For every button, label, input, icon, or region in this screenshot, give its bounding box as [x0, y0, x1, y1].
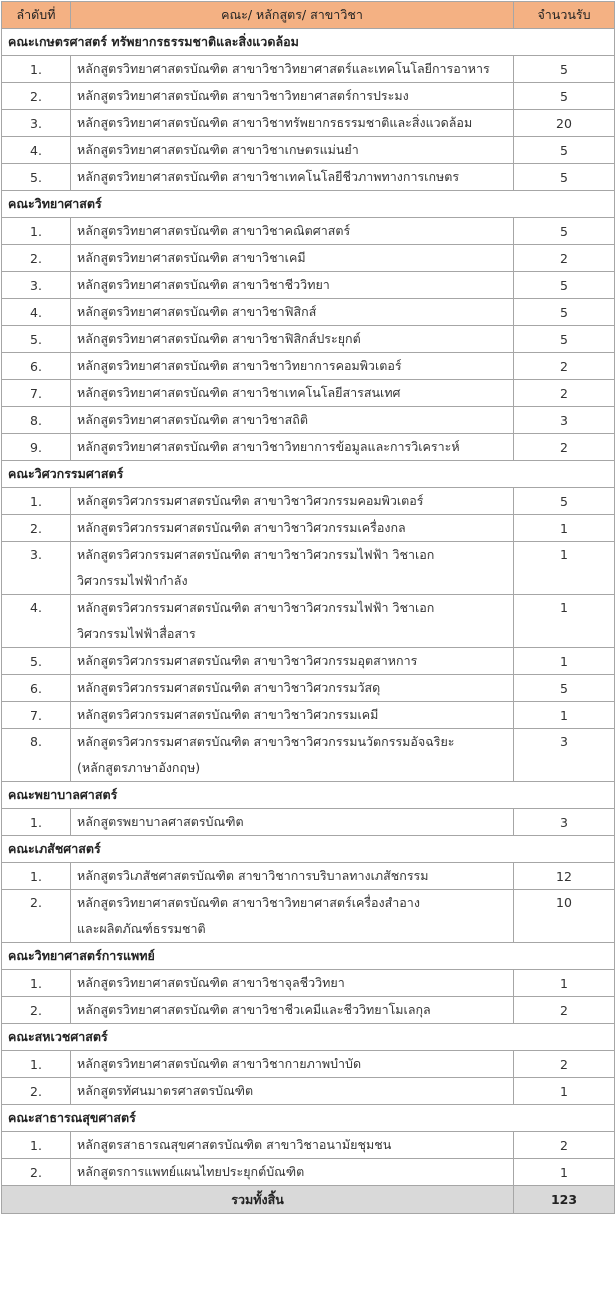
- program-row: [2, 299, 615, 326]
- program-name-line1: หลักสูตรวิทยาศาสตรบัณฑิต สาขาวิชาฟิสิกส์ประยุกต์: [77, 331, 361, 346]
- faculty-name: คณะเภสัชศาสตร์: [2, 836, 615, 863]
- program-no: 1.: [2, 863, 71, 890]
- program-name-line1: หลักสูตรวิทยาศาสตรบัณฑิต สาขาวิชาวิทยาการคอมพิวเตอร์: [77, 358, 402, 373]
- program-name-line1: หลักสูตรวิทยาศาสตรบัณฑิต สาขาวิชาคณิตศาสตร์: [77, 223, 351, 238]
- program-count: 1: [514, 542, 615, 595]
- program-name: [71, 702, 514, 729]
- program-name: [71, 970, 514, 997]
- program-no: 1.: [2, 218, 71, 245]
- program-row: [2, 1159, 615, 1186]
- program-name: [71, 245, 514, 272]
- faculty-row: [2, 782, 615, 809]
- total-label: รวมทั้งสิ้น: [2, 1186, 514, 1214]
- program-name-line1: หลักสูตรวิศวกรรมศาสตรบัณฑิต สาขาวิชาวิศวกรรมไฟฟ้า วิชาเอก: [77, 547, 435, 562]
- program-count: 2: [514, 353, 615, 380]
- program-row: [2, 164, 615, 191]
- program-count: 2: [514, 997, 615, 1024]
- program-name: [71, 890, 514, 943]
- program-row: [2, 863, 615, 890]
- program-name: [71, 675, 514, 702]
- program-name-line1: หลักสูตรวิทยาศาสตรบัณฑิต สาขาวิชาทรัพยากรธรรมชาติและสิ่งแวดล้อม: [77, 115, 473, 130]
- program-no: 1.: [2, 56, 71, 83]
- program-count: 5: [514, 299, 615, 326]
- program-name: [71, 997, 514, 1024]
- program-no: 5.: [2, 164, 71, 191]
- program-count: 3: [514, 809, 615, 836]
- program-count: 3: [514, 729, 615, 782]
- program-name-line1: หลักสูตรวิทยาศาสตรบัณฑิต สาขาวิชาวิทยาศาสตร์และเทคโนโลยีการอาหาร: [77, 61, 490, 76]
- program-row: [2, 110, 615, 137]
- program-name: [71, 83, 514, 110]
- program-count: 2: [514, 434, 615, 461]
- program-name: [71, 164, 514, 191]
- program-name-line1: หลักสูตรวิทยาศาสตรบัณฑิต สาขาวิชาวิทยาศาสตร์เครื่องสำอาง: [77, 895, 420, 910]
- program-count: 5: [514, 675, 615, 702]
- program-name-line1: หลักสูตรสาธารณสุขศาสตรบัณฑิต สาขาวิชาอนามัยชุมชน: [77, 1137, 392, 1152]
- program-no: 3.: [2, 542, 71, 595]
- program-row: [2, 137, 615, 164]
- program-no: 6.: [2, 675, 71, 702]
- program-row: [2, 272, 615, 299]
- program-no: 7.: [2, 702, 71, 729]
- faculty-row: [2, 191, 615, 218]
- faculty-row: [2, 461, 615, 488]
- program-no: 8.: [2, 407, 71, 434]
- program-no: 7.: [2, 380, 71, 407]
- program-name: [71, 110, 514, 137]
- program-count: 12: [514, 863, 615, 890]
- program-name: [71, 353, 514, 380]
- program-name: [71, 407, 514, 434]
- program-no: 2.: [2, 1159, 71, 1186]
- faculty-row: [2, 1105, 615, 1132]
- program-name: [71, 729, 514, 782]
- faculty-name: คณะวิทยาศาสตร์: [2, 191, 615, 218]
- program-no: 1.: [2, 488, 71, 515]
- program-name-line2: วิศวกรรมไฟฟ้ากำลัง: [77, 573, 188, 588]
- program-count: 1: [514, 595, 615, 648]
- program-name-line1: หลักสูตรวิศวกรรมศาสตรบัณฑิต สาขาวิชาวิศวกรรมไฟฟ้า วิชาเอก: [77, 600, 435, 615]
- program-count: 1: [514, 515, 615, 542]
- program-no: 2.: [2, 997, 71, 1024]
- program-no: 5.: [2, 648, 71, 675]
- program-name: [71, 380, 514, 407]
- program-name: [71, 272, 514, 299]
- program-name-line2: และผลิตภัณฑ์ธรรมชาติ: [77, 921, 206, 936]
- program-name-line1: หลักสูตรวิทยาศาสตรบัณฑิต สาขาวิชาสถิติ: [77, 412, 308, 427]
- program-name: [71, 809, 514, 836]
- program-count: 1: [514, 648, 615, 675]
- program-no: 8.: [2, 729, 71, 782]
- program-name: [71, 1132, 514, 1159]
- program-row: [2, 407, 615, 434]
- program-name: [71, 218, 514, 245]
- program-row: [2, 702, 615, 729]
- program-row: [2, 970, 615, 997]
- program-count: 5: [514, 83, 615, 110]
- program-name-line1: หลักสูตรวิทยาศาสตรบัณฑิต สาขาวิชาเทคโนโลยีสารสนเทศ: [77, 385, 401, 400]
- program-no: 9.: [2, 434, 71, 461]
- header-name: คณะ/ หลักสูตร/ สาขาวิชา: [71, 2, 514, 29]
- program-row: [2, 515, 615, 542]
- program-name: [71, 56, 514, 83]
- program-no: 2.: [2, 515, 71, 542]
- program-row: [2, 488, 615, 515]
- program-no: 4.: [2, 595, 71, 648]
- program-no: 1.: [2, 970, 71, 997]
- faculty-name: คณะวิทยาศาสตร์การแพทย์: [2, 943, 615, 970]
- program-name-line1: หลักสูตรทัศนมาตรศาสตรบัณฑิต: [77, 1083, 254, 1098]
- program-count: 5: [514, 137, 615, 164]
- program-no: 3.: [2, 110, 71, 137]
- program-count: 1: [514, 1078, 615, 1105]
- program-name-line1: หลักสูตรการแพทย์แผนไทยประยุกต์บัณฑิต: [77, 1164, 305, 1179]
- faculty-name: คณะเกษตรศาสตร์ ทรัพยากรธรรมชาติและสิ่งแวดล้อม: [2, 29, 615, 56]
- program-row: [2, 1132, 615, 1159]
- program-name: [71, 1078, 514, 1105]
- program-no: 2.: [2, 1078, 71, 1105]
- program-name: [71, 863, 514, 890]
- program-name-line1: หลักสูตรวิทยาศาสตรบัณฑิต สาขาวิชาเกษตรแม่นยำ: [77, 142, 359, 157]
- program-count: 3: [514, 407, 615, 434]
- program-no: 2.: [2, 890, 71, 943]
- faculty-row: [2, 29, 615, 56]
- program-name-line1: หลักสูตรวิทยาศาสตรบัณฑิต สาขาวิชาจุลชีววิทยา: [77, 975, 345, 990]
- program-name: [71, 326, 514, 353]
- program-no: 6.: [2, 353, 71, 380]
- program-name: [71, 515, 514, 542]
- program-name-line1: หลักสูตรวิทยาศาสตรบัณฑิต สาขาวิชาฟิสิกส์: [77, 304, 317, 319]
- program-name-line1: หลักสูตรวิศวกรรมศาสตรบัณฑิต สาขาวิชาวิศวกรรมอุตสาหการ: [77, 653, 418, 668]
- program-row: [2, 997, 615, 1024]
- program-no: 1.: [2, 1051, 71, 1078]
- header-count: จำนวนรับ: [514, 2, 615, 29]
- program-name-line1: หลักสูตรพยาบาลศาสตรบัณฑิต: [77, 814, 244, 829]
- program-name-line1: หลักสูตรวิทยาศาสตรบัณฑิต สาขาวิชาชีววิทยา: [77, 277, 330, 292]
- program-name-line1: หลักสูตรวิทยาศาสตรบัณฑิต สาขาวิชาเคมี: [77, 250, 306, 265]
- program-row: [2, 245, 615, 272]
- faculty-name: คณะสหเวชศาสตร์: [2, 1024, 615, 1051]
- program-name: [71, 595, 514, 648]
- faculty-name: คณะสาธารณสุขศาสตร์: [2, 1105, 615, 1132]
- faculty-row: [2, 1024, 615, 1051]
- program-no: 1.: [2, 1132, 71, 1159]
- program-count: 2: [514, 1132, 615, 1159]
- program-no: 2.: [2, 83, 71, 110]
- admission-quota-table: [1, 1, 615, 1214]
- program-row: [2, 380, 615, 407]
- program-count: 5: [514, 164, 615, 191]
- program-name-line1: หลักสูตรวิเภสัชศาสตรบัณฑิต สาขาวิชาการบริบาลทางเภสัชกรรม: [77, 868, 429, 883]
- program-count: 5: [514, 272, 615, 299]
- program-count: 5: [514, 218, 615, 245]
- program-name-line1: หลักสูตรวิศวกรรมศาสตรบัณฑิต สาขาวิชาวิศวกรรมวัสดุ: [77, 680, 381, 695]
- faculty-name: คณะพยาบาลศาสตร์: [2, 782, 615, 809]
- program-row: [2, 326, 615, 353]
- program-no: 4.: [2, 299, 71, 326]
- program-name-line1: หลักสูตรวิศวกรรมศาสตรบัณฑิต สาขาวิชาวิศวกรรมนวัตกรรมอัจฉริยะ: [77, 734, 455, 749]
- program-name-line1: หลักสูตรวิศวกรรมศาสตรบัณฑิต สาขาวิชาวิศวกรรมเครื่องกล: [77, 520, 406, 535]
- program-name-line1: หลักสูตรวิทยาศาสตรบัณฑิต สาขาวิชาวิทยาการข้อมูลและการวิเคราะห์: [77, 439, 460, 454]
- program-name-line1: หลักสูตรวิทยาศาสตรบัณฑิต สาขาวิชาชีวเคมีและชีววิทยาโมเลกุล: [77, 1002, 431, 1017]
- program-name: [71, 542, 514, 595]
- program-count: 2: [514, 380, 615, 407]
- table-header-row: [2, 2, 615, 29]
- program-count: 2: [514, 1051, 615, 1078]
- program-row: [2, 1051, 615, 1078]
- program-no: 1.: [2, 809, 71, 836]
- program-name: [71, 434, 514, 461]
- program-row: [2, 809, 615, 836]
- program-row: [2, 1078, 615, 1105]
- program-count: 1: [514, 702, 615, 729]
- program-count: 5: [514, 56, 615, 83]
- program-name: [71, 1051, 514, 1078]
- program-row: [2, 434, 615, 461]
- program-row: [2, 218, 615, 245]
- program-name-line1: หลักสูตรวิทยาศาสตรบัณฑิต สาขาวิชากายภาพบำบัด: [77, 1056, 362, 1071]
- program-count: 1: [514, 970, 615, 997]
- program-count: 5: [514, 488, 615, 515]
- program-name-line1: หลักสูตรวิศวกรรมศาสตรบัณฑิต สาขาวิชาวิศวกรรมคอมพิวเตอร์: [77, 493, 424, 508]
- total-row: [2, 1186, 615, 1214]
- program-count: 10: [514, 890, 615, 943]
- program-name: [71, 1159, 514, 1186]
- program-name: [71, 488, 514, 515]
- program-name-line1: หลักสูตรวิทยาศาสตรบัณฑิต สาขาวิชาเทคโนโลยีชีวภาพทางการเกษตร: [77, 169, 460, 184]
- program-row: [2, 83, 615, 110]
- program-name-line1: หลักสูตรวิศวกรรมศาสตรบัณฑิต สาขาวิชาวิศวกรรมเคมี: [77, 707, 379, 722]
- program-no: 3.: [2, 272, 71, 299]
- program-no: 5.: [2, 326, 71, 353]
- program-count: 5: [514, 326, 615, 353]
- program-count: 1: [514, 1159, 615, 1186]
- faculty-name: คณะวิศวกรรมศาสตร์: [2, 461, 615, 488]
- faculty-row: [2, 836, 615, 863]
- program-count: 2: [514, 245, 615, 272]
- program-row: [2, 542, 615, 595]
- program-no: 4.: [2, 137, 71, 164]
- header-no: ลำดับที่: [2, 2, 71, 29]
- total-count: 123: [514, 1186, 615, 1214]
- program-name-line2: วิศวกรรมไฟฟ้าสื่อสาร: [77, 626, 196, 641]
- faculty-row: [2, 943, 615, 970]
- program-row: [2, 595, 615, 648]
- program-count: 20: [514, 110, 615, 137]
- program-row: [2, 648, 615, 675]
- program-row: [2, 675, 615, 702]
- program-name: [71, 299, 514, 326]
- program-name: [71, 648, 514, 675]
- program-row: [2, 890, 615, 943]
- program-name: [71, 137, 514, 164]
- program-row: [2, 729, 615, 782]
- program-row: [2, 353, 615, 380]
- program-name-line2: (หลักสูตรภาษาอังกฤษ): [77, 760, 201, 775]
- program-no: 2.: [2, 245, 71, 272]
- program-row: [2, 56, 615, 83]
- program-name-line1: หลักสูตรวิทยาศาสตรบัณฑิต สาขาวิชาวิทยาศาสตร์การประมง: [77, 88, 409, 103]
